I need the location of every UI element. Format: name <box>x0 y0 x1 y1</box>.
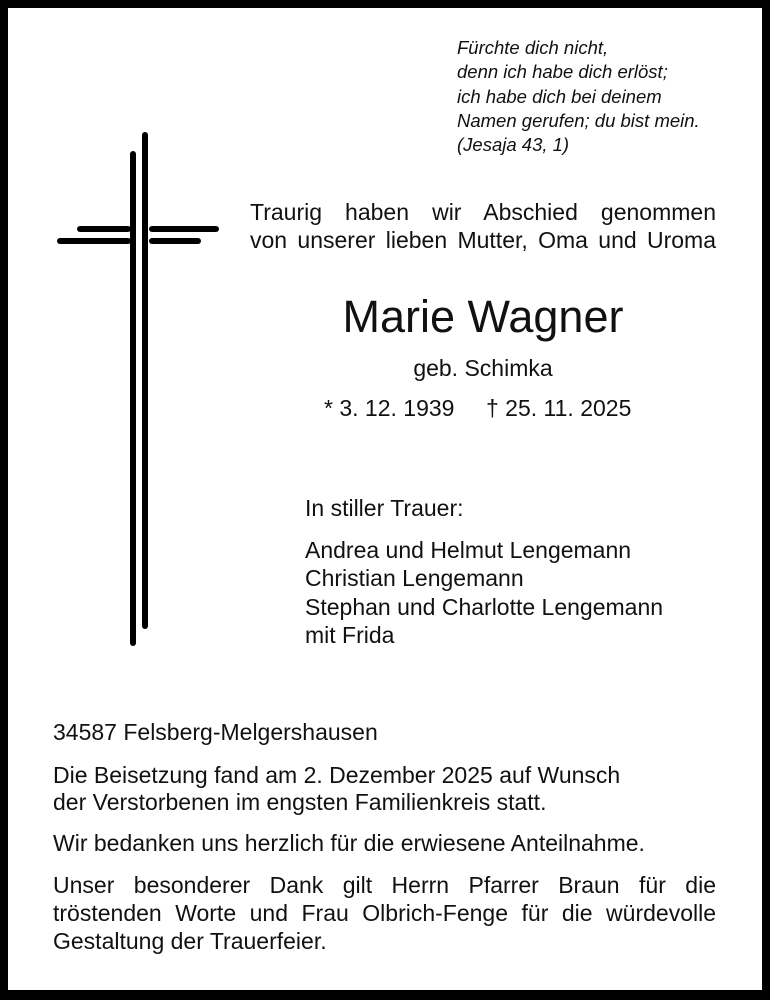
burial-line: der Verstorbenen im engsten Familienkreis statt. <box>53 789 547 815</box>
special-thanks-line: Unser besonderer Dank gilt Herrn Pfarrer Braun für die <box>53 872 716 898</box>
mourners-heading: In stiller Trauer: <box>305 495 464 521</box>
burial-line: Die Beisetzung fand am 2. Dezember 2025 auf Wunsch <box>53 762 621 788</box>
quote-source: (Jesaja 43, 1) <box>457 134 570 155</box>
quote-line: ich habe dich bei deinem <box>457 86 662 107</box>
intro-line: von unserer lieben Mutter, Oma und Uroma <box>250 227 716 253</box>
mourner: Andrea und Helmut Lengemann <box>305 537 632 563</box>
special-thanks-line: tröstenden Worte und Frau Olbrich-Fenge für die würdevolle <box>53 900 716 926</box>
location: 34587 Felsberg-Melgershausen <box>53 719 378 745</box>
quote-line: denn ich habe dich erlöst; <box>457 61 668 82</box>
mourner: mit Frida <box>305 622 395 648</box>
special-thanks-line: Gestaltung der Trauerfeier. <box>53 928 327 954</box>
maiden-name: geb. Schimka <box>413 355 553 381</box>
thanks: Wir bedanken uns herzlich für die erwiesene Anteilnahme. <box>53 830 645 856</box>
intro-line: Traurig haben wir Abschied genommen <box>250 199 716 225</box>
mourner: Christian Lengemann <box>305 565 524 591</box>
death-date: † 25. 11. 2025 <box>486 395 632 421</box>
birth-date: * 3. 12. 1939 <box>324 395 455 421</box>
quote-line: Fürchte dich nicht, <box>457 37 609 58</box>
mourner: Stephan und Charlotte Lengemann <box>305 594 664 620</box>
quote-line: Namen gerufen; du bist mein. <box>457 110 700 131</box>
deceased-name: Marie Wagner <box>342 291 624 342</box>
